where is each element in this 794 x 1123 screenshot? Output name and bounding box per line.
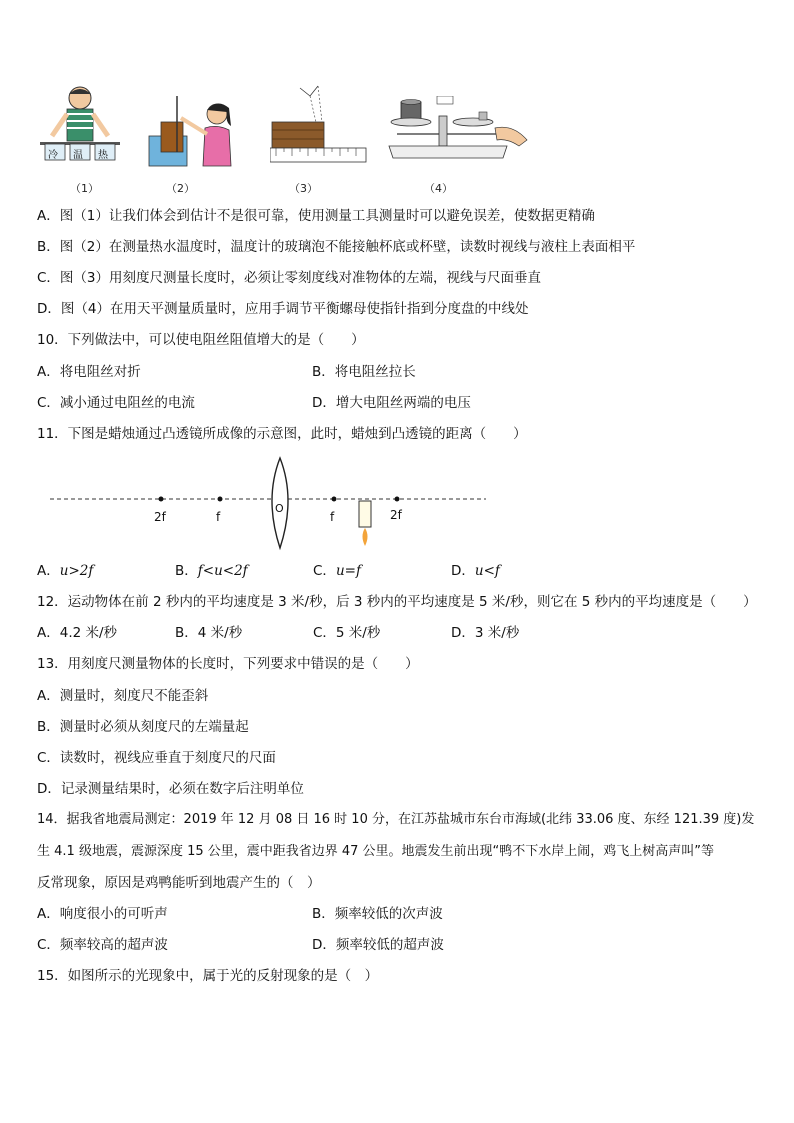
q12-option-b: B．4 米/秒 xyxy=(175,625,243,641)
q14-option-d: D．频率较低的超声波 xyxy=(312,937,444,953)
q13-stem: 13．用刻度尺测量物体的长度时，下列要求中错误的是（ ） xyxy=(37,656,419,672)
figure-3-ruler-measurement xyxy=(270,82,368,168)
q12-option-d: D．3 米/秒 xyxy=(451,625,520,641)
q13-option-c: C．读数时，视线应垂直于刻度尺的尺面 xyxy=(37,750,276,766)
q14-stem-line-2: 生 4.1 级地震，震源深度 15 公里，震中距我省边界 47 公里。地震发生前出现“鸭不下水岸上闹，鸡飞上树高声叫”等 xyxy=(37,844,715,859)
figure-caption-1: （1） xyxy=(70,182,99,195)
q9-option-c: C．图（3）用刻度尺测量长度时，必须让零刻度线对准物体的左端，视线与尺面垂直 xyxy=(37,270,542,286)
figure-4-balance-scale xyxy=(387,96,529,168)
figure-2-thermometer xyxy=(147,96,237,168)
point-f-left xyxy=(218,497,223,502)
label-f-right: f xyxy=(330,510,335,524)
q11-stem: 11．下图是蜡烛通过凸透镜所成像的示意图，此时，蜡烛到凸透镜的距离（ ） xyxy=(37,426,527,442)
q14-stem-line-3: 反常现象，原因是鸡鸭能听到地震产生的（ ） xyxy=(37,875,321,891)
q11-option-b: B．f<u<2f xyxy=(175,563,248,579)
q10-option-a: A．将电阻丝对折 xyxy=(37,364,141,380)
point-f-right xyxy=(332,497,337,502)
label-2f-right: 2f xyxy=(390,508,402,522)
q12-option-c: C．5 米/秒 xyxy=(313,625,381,641)
figure-1-hand-temperature xyxy=(40,84,120,170)
q10-option-d: D．增大电阻丝两端的电压 xyxy=(312,395,471,411)
q11-option-a: A．u>2f xyxy=(37,563,94,579)
q14-option-c: C．频率较高的超声波 xyxy=(37,937,168,953)
label-f-left: f xyxy=(216,510,221,524)
point-2f-left xyxy=(159,497,164,502)
q14-option-a: A．响度很小的可听声 xyxy=(37,906,168,922)
figure-caption-3: （3） xyxy=(289,182,318,195)
q11-option-c: C．u=f xyxy=(313,563,361,579)
lens-diagram xyxy=(50,456,490,556)
q11-option-d: D．u<f xyxy=(451,563,500,579)
q10-option-c: C．减小通过电阻丝的电流 xyxy=(37,395,195,411)
q14-option-b: B．频率较低的次声波 xyxy=(312,906,443,922)
q15-stem: 15．如图所示的光现象中，属于光的反射现象的是（ ） xyxy=(37,968,379,984)
q9-option-a: A．图（1）让我们体会到估计不是很可靠，使用测量工具测量时可以避免误差，使数据更精确 xyxy=(37,208,595,224)
basin-label-warm: 温 xyxy=(73,150,83,161)
q12-option-a: A．4.2 米/秒 xyxy=(37,625,118,641)
figure-caption-2: （2） xyxy=(166,182,195,195)
point-2f-right xyxy=(395,497,400,502)
q12-stem: 12．运动物体在前 2 秒内的平均速度是 3 米/秒，后 3 秒内的平均速度是 5 米/秒，则它在 5 秒内的平均速度是（ ） xyxy=(37,594,757,610)
q13-option-b: B．测量时必须从刻度尺的左端量起 xyxy=(37,719,249,735)
label-optical-center: O xyxy=(275,502,284,515)
basin-label-cold: 冷 xyxy=(48,150,58,161)
basin-label-hot: 热 xyxy=(98,150,108,161)
q10-stem: 10．下列做法中，可以使电阻丝阻值增大的是（ ） xyxy=(37,332,365,348)
q9-option-b: B．图（2）在测量热水温度时，温度计的玻璃泡不能接触杯底或杯壁，读数时视线与液柱上表面相平 xyxy=(37,239,636,255)
label-2f-left: 2f xyxy=(154,510,166,524)
q9-option-d: D．图（4）在用天平测量质量时，应用手调节平衡螺母使指针指到分度盘的中线处 xyxy=(37,301,529,317)
q13-option-d: D．记录测量结果时，必须在数字后注明单位 xyxy=(37,781,304,797)
q10-option-b: B．将电阻丝拉长 xyxy=(312,364,416,380)
q14-stem-line-1: 14．据我省地震局测定：2019 年 12 月 08 日 16 时 10 分，在江苏盐城市东台市海域(北纬 33.06 度、东经 121.39 度)发 xyxy=(37,812,755,827)
figure-caption-4: （4） xyxy=(424,182,453,195)
q13-option-a: A．测量时，刻度尺不能歪斜 xyxy=(37,688,209,704)
